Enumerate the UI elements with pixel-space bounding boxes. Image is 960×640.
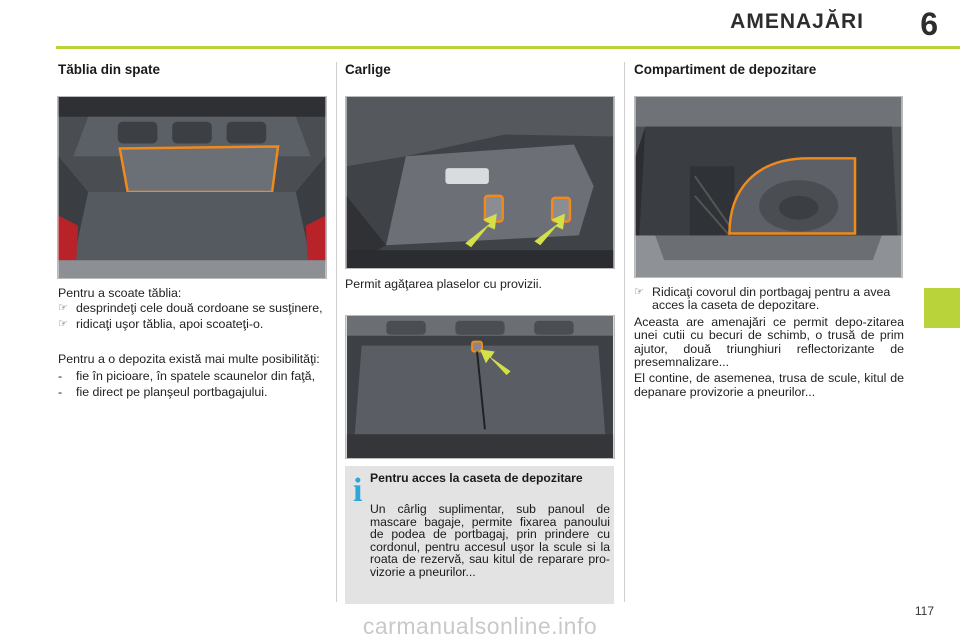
list-item xyxy=(634,286,904,313)
list-item-text: Ridicaţi covorul din portbagaj pentru a avea acces la caseta de depozitare. xyxy=(652,285,891,313)
section-title-rear-shelf: Tăblia din spate xyxy=(58,62,161,77)
dash-marker: - xyxy=(58,368,63,383)
list-item xyxy=(58,370,326,383)
list-item-text: fie în picioare, în spatele scaunelor din faţă, xyxy=(76,368,316,383)
header-rule xyxy=(56,46,960,49)
hooks-caption: Permit agăţarea plaselor cu provizii. xyxy=(345,277,542,291)
list-item xyxy=(58,386,326,399)
list-item-text: ridicaţi uşor tăblia, apoi scoateţi-o. xyxy=(76,316,264,331)
dash-marker: - xyxy=(58,385,63,400)
storage-instructions xyxy=(634,286,904,399)
chapter-number: 6 xyxy=(920,6,938,42)
rear-shelf-intro: Pentru a scoate tăblia: xyxy=(58,286,182,300)
hidden-hook-photo xyxy=(345,315,615,459)
list-item xyxy=(58,318,326,331)
trunk-shelf-photo xyxy=(57,96,327,279)
chapter-title: AMENAJĂRI xyxy=(730,10,864,33)
list-item-text: desprindeţi cele două cordoane se susţinere, xyxy=(76,301,323,316)
column-divider-1 xyxy=(336,62,337,602)
rear-shelf-instructions xyxy=(58,287,326,399)
section-title-storage: Compartiment de depozitare xyxy=(634,62,817,77)
info-box-title: Pentru acces la caseta de depozitare xyxy=(370,471,583,485)
column-divider-2 xyxy=(624,62,625,602)
watermark: carmanualsonline.info xyxy=(362,613,598,639)
section-title-hooks: Carlige xyxy=(345,62,391,77)
storage-contents-para: Aceasta are amenajări ce permit depo-zitarea unei cutii cu becuri de schimb, o trusă de prim ajutor, două triunghiuri reflectorizante de presemnalizare... xyxy=(634,314,904,370)
pointing-hand-icon: ☞ xyxy=(58,302,68,315)
page-number: 117 xyxy=(914,604,934,618)
pointing-hand-icon: ☞ xyxy=(58,317,68,330)
hooks-photo xyxy=(345,96,615,269)
info-box xyxy=(345,466,614,604)
storage-options-intro: Pentru a o depozita există mai multe posibilităţi: xyxy=(58,352,320,367)
chapter-side-tab xyxy=(924,288,960,328)
info-icon: i xyxy=(353,472,363,509)
info-box-body: Un cârlig suplimentar, sub panoul de mascare bagaje, permite fixarea panoului de podea de portbagaj, prin prindere cu cordonul, pentru accesul uşor la scule si la roata de rezervă, sau kitul de reparare pro-vizorie a pneurilor... xyxy=(370,502,610,579)
storage-compartment-photo xyxy=(634,96,903,278)
list-item-text: fie direct pe planşeul portbagajului. xyxy=(76,385,268,400)
list-item xyxy=(58,302,326,315)
storage-tools-para: El contine, de asemenea, trusa de scule, kitul de depanare provizorie a pneurilor... xyxy=(634,371,904,399)
pointing-hand-icon: ☞ xyxy=(634,286,644,298)
